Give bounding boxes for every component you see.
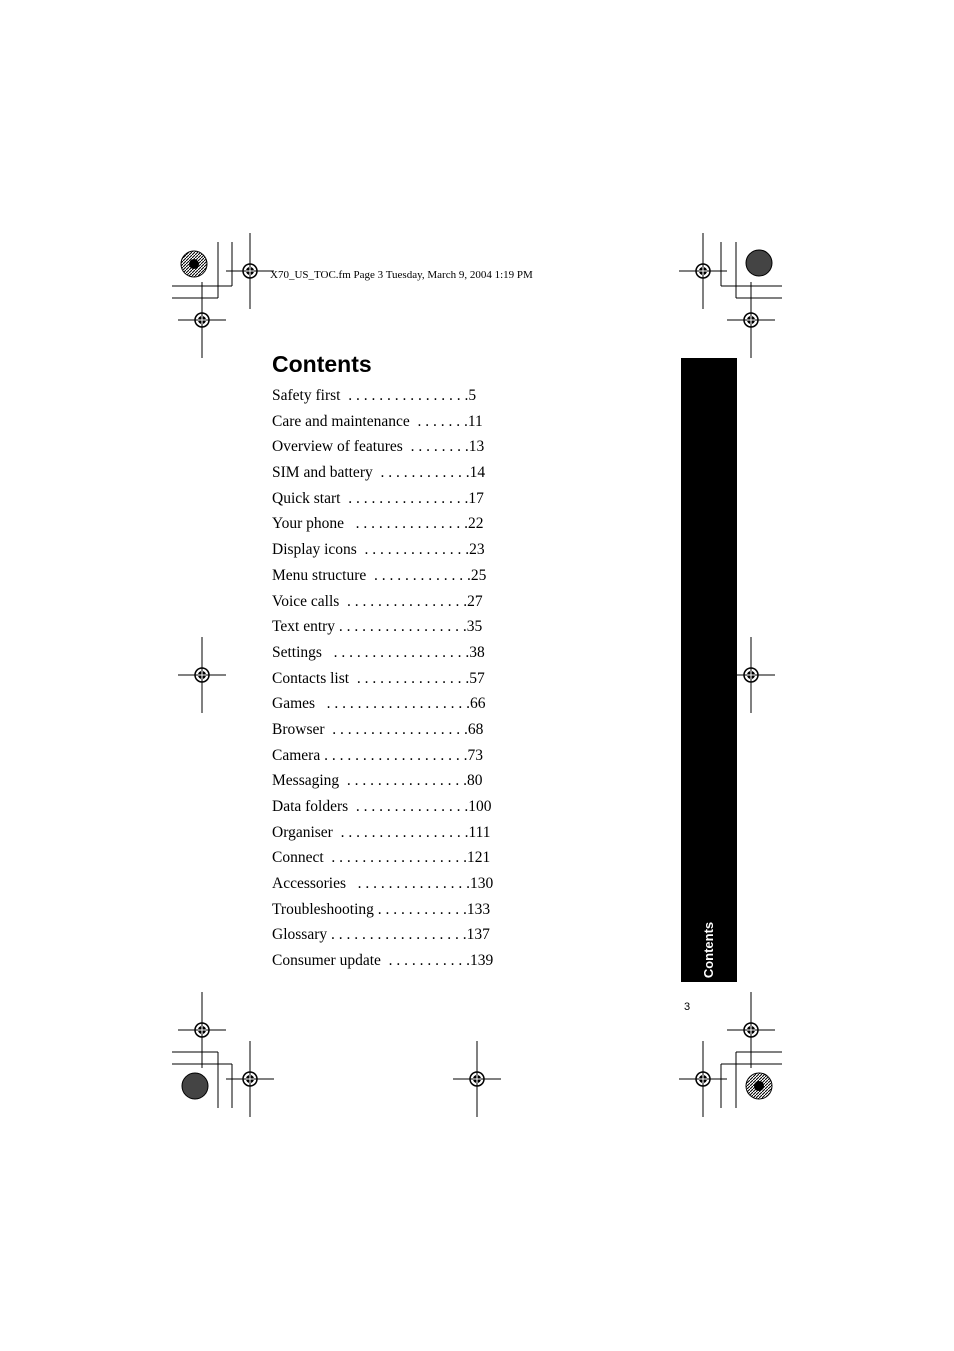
star-target-icon-bottom-right [746, 1073, 772, 1099]
toc-entry[interactable]: Glossary . . . . . . . . . . . . . . . . . .137 [272, 926, 490, 944]
toc-entry[interactable]: Text entry . . . . . . . . . . . . . . . . .35 [272, 618, 483, 636]
toc-entry[interactable]: Overview of features . . . . . . . .13 [272, 438, 485, 456]
page-number: 3 [684, 1001, 691, 1013]
registration-mark-icon [679, 233, 727, 309]
toc-entry[interactable]: Accessories . . . . . . . . . . . . . . .130 [272, 875, 494, 893]
toc-entry[interactable]: Consumer update . . . . . . . . . . .139 [272, 952, 494, 970]
toc-entry[interactable]: Safety first . . . . . . . . . . . . . . . .5 [272, 387, 477, 404]
toc-entry[interactable]: Quick start . . . . . . . . . . . . . . . .17 [272, 489, 484, 507]
star-target-icon-bottom-left [182, 1073, 208, 1099]
side-tab-label: Contents [701, 921, 716, 979]
toc-entry[interactable]: Browser . . . . . . . . . . . . . . . . . .68 [272, 720, 484, 738]
toc-entry[interactable]: Games . . . . . . . . . . . . . . . . . . .66 [272, 695, 486, 713]
registration-mark-icon [453, 1041, 501, 1117]
registration-mark-icon [679, 1041, 727, 1117]
toc-entry[interactable]: Voice calls . . . . . . . . . . . . . . . .27 [272, 592, 483, 610]
registration-mark-icon [226, 233, 274, 309]
registration-mark-icon [727, 282, 775, 358]
table-of-contents [272, 383, 493, 974]
toc-entry[interactable]: Troubleshooting . . . . . . . . . . . .133 [272, 900, 491, 918]
file-header: X70_US_TOC.fm Page 3 Tuesday, March 9, 2004 1:19 PM [270, 269, 533, 281]
toc-entry[interactable]: Menu structure . . . . . . . . . . . . .25 [272, 566, 487, 584]
toc-entry[interactable]: Settings . . . . . . . . . . . . . . . . . .38 [272, 643, 485, 661]
toc-entry[interactable]: Data folders . . . . . . . . . . . . . . .100 [272, 798, 492, 815]
star-target-icon-top-left [181, 251, 207, 277]
toc-entry[interactable]: Messaging . . . . . . . . . . . . . . . .80 [272, 772, 483, 790]
toc-entry[interactable]: Connect . . . . . . . . . . . . . . . . . .121 [272, 849, 491, 867]
registration-mark-icon [178, 637, 226, 713]
toc-entry[interactable]: Contacts list . . . . . . . . . . . . . . .57 [272, 669, 485, 687]
star-target-icon-top-right [746, 250, 772, 276]
toc-entry[interactable]: SIM and battery . . . . . . . . . . . .14 [272, 464, 486, 482]
registration-mark-icon [178, 992, 226, 1068]
registration-mark-icon [178, 282, 226, 358]
page-title: Contents [272, 351, 372, 377]
registration-mark-icon [727, 992, 775, 1068]
toc-entry[interactable]: Display icons . . . . . . . . . . . . . .23 [272, 541, 485, 559]
toc-entry[interactable]: Camera . . . . . . . . . . . . . . . . . . .73 [272, 746, 483, 764]
toc-entry[interactable]: Your phone . . . . . . . . . . . . . . .22 [272, 515, 484, 533]
toc-entry[interactable]: Organiser . . . . . . . . . . . . . . . . .111 [272, 823, 491, 841]
section-side-tab [681, 358, 737, 982]
toc-entry[interactable]: Care and maintenance . . . . . . .11 [272, 412, 483, 430]
registration-mark-icon [226, 1041, 274, 1117]
